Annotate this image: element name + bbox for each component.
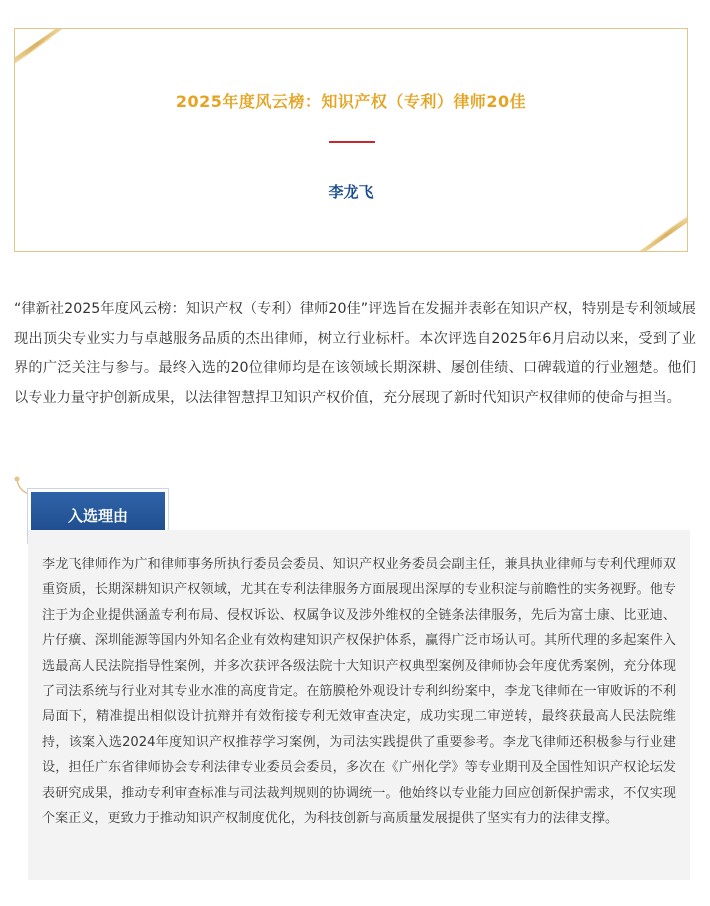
title-divider <box>329 141 375 143</box>
intro-paragraph: “律新社2025年度风云榜：知识产权（专利）律师20佳”评选旨在发掘并表彰在知识产权，特别是专利领域展现出顶尖专业实力与卓越服务品质的杰出律师，树立行业标杆。本次评选自2025年6月启动以来，受到了业界的广泛关注与参与。最终入选的20位律师均是在该领域长期深耕、屡创佳绩、口碑载道的行业翘楚。他们以专业力量守护创新成果，以法律智慧捍卫知识产权价值，充分展现了新时代知识产权律师的使命与担当。 <box>14 301 696 406</box>
lawyer-name: 李龙飞 <box>328 183 374 201</box>
award-title: 2025年度风云榜：知识产权（专利）律师20佳 <box>175 92 527 111</box>
gold-corner-ribbon <box>651 213 688 243</box>
gold-corner-ribbon <box>14 37 51 67</box>
reason-paragraph: 李龙飞律师作为广和律师事务所执行委员会委员、知识产权业务委员会副主任，兼具执业律师与专利代理师双重资质，长期深耕知识产权领域，尤其在专利法律服务方面展现出深厚的专业积淀与前瞻性的实务视野。他专注于为企业提供涵盖专利布局、侵权诉讼、权属争议及涉外维权的全链条法律服务，先后为富士康、比亚迪、片仔癀、深圳能源等国内外知名企业有效构建知识产权保护体系，赢得广泛市场认可。其所代理的多起案件入选最高人民法院指导性案例，并多次获评各级法院十大知识产权典型案例及律师协会年度优秀案例，充分体现了司法系统与行业对其专业水准的高度肯定。在筋膜枪外观设计专利纠纷案中，李龙飞律师在一审败诉的不利局面下，精准提出相似设计抗辩并有效衔接专利无效审查决定，成功实现二审逆转，最终获最高人民法院维持，该案入选2024年度知识产权推荐学习案例，为司法实践提供了重要参考。李龙飞律师还积极参与行业建设，担任广东省律师协会专利法律专业委员会委员，多次在《广州化学》等专业期刊及全国性知识产权论坛发表研究成果，推动专利审查标准与司法裁判规则的协调统一。他始终以专业能力回应创新保护需求，不仅实现个案正义，更致力于推动知识产权制度优化，为科技创新与高质量发展提供了坚实有力的法律支撑。 <box>42 557 676 827</box>
header-card <box>14 28 688 252</box>
reason-box <box>28 530 690 880</box>
gold-corner-ribbon <box>14 28 66 67</box>
reason-tag-label: 入选理由 <box>31 492 165 540</box>
